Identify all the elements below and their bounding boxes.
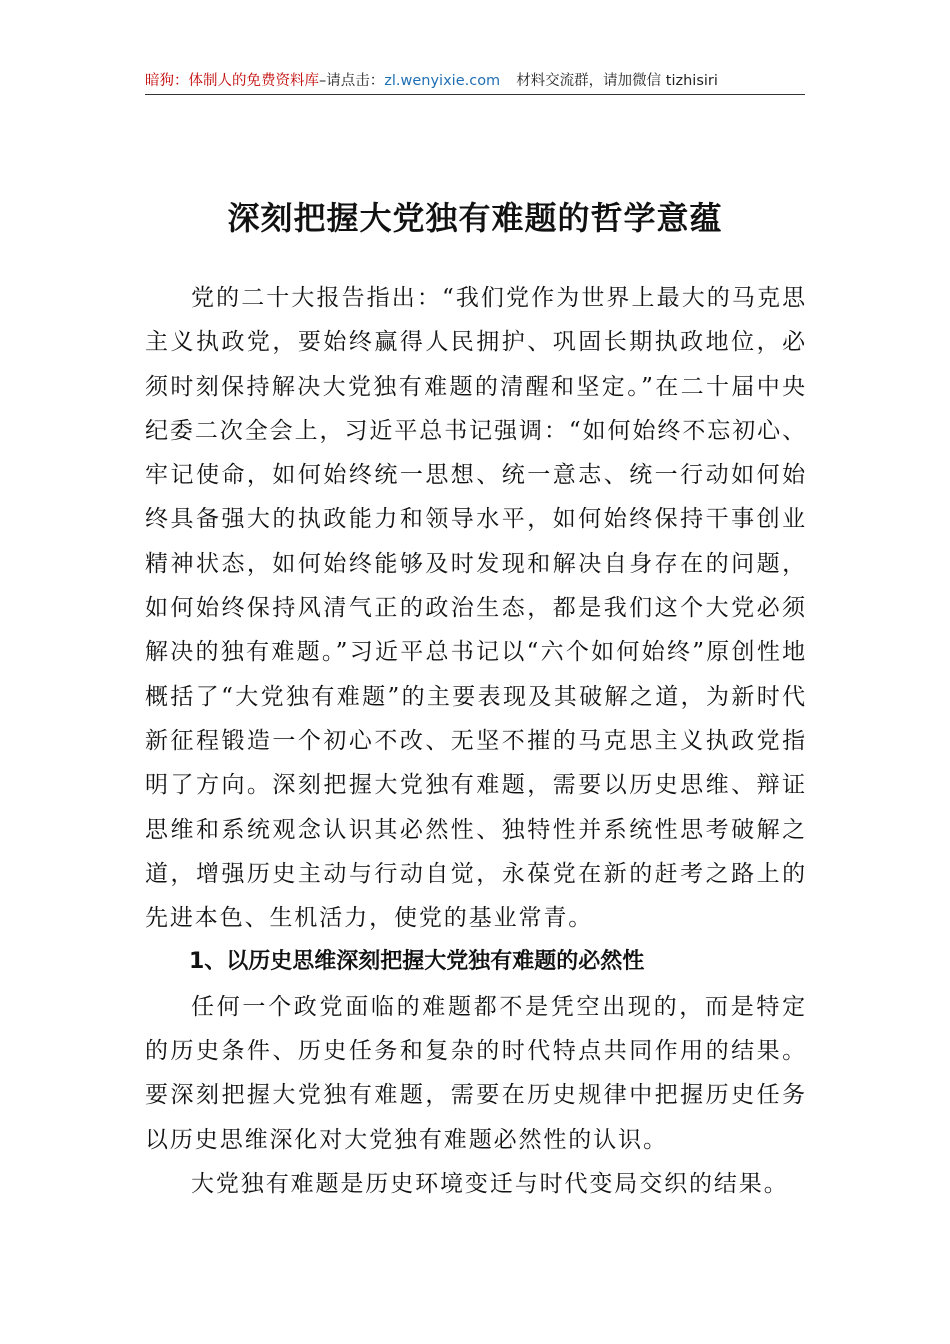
header-contact-note: 材料交流群，请加微信 tizhisiri <box>516 73 718 89</box>
document-title: 深刻把握大党独有难题的哲学意蕴 <box>227 199 723 238</box>
page-header <box>145 68 805 94</box>
document-body <box>145 276 807 1206</box>
section-paragraph-2: 大党独有难题是历史环境变迁与时代变局交织的结果。 <box>191 1170 789 1197</box>
header-url-link[interactable]: zl.wenyixie.com <box>384 73 501 89</box>
section-paragraph-1: 任何一个政党面临的难题都不是凭空出现的，而是特定的历史条件、历史任务和复杂的时代特点共同作用的结果。要深刻把握大党独有难题，需要在历史规律中把握历史任务以历史思维深化对大党独有难题必然性的认识。 <box>145 993 807 1153</box>
section-heading: 1、以历史思维深刻把握大党独有难题的必然性 <box>189 949 645 975</box>
intro-paragraph: 党的二十大报告指出：“我们党作为世界上最大的马克思主义执政党，要始终赢得人民拥护、巩固长期执政地位，必须时刻保持解决大党独有难题的清醒和坚定。”在二十届中央纪委二次全会上，习近平总书记强调：“如何始终不忘初心、牢记使命，如何始终统一思想、统一意志、统一行动如何始终具备强大的执政能力和领导水平，如何始终保持干事创业精神状态，如何始终能够及时发现和解决自身存在的问题，如何始终保持风清气正的政治生态，都是我们这个大党必须解决的独有难题。”习近平总书记以“六个如何始终”原创性地概括了“大党独有难题”的主要表现及其破解之道，为新时代新征程锻造一个初心不改、无坚不摧的马克思主义执政党指明了方向。深刻把握大党独有难题，需要以历史思维、辩证思维和系统观念认识其必然性、独特性并系统性思考破解之道，增强历史主动与行动自觉，永葆党在新的赶考之路上的先进本色、生机活力，使党的基业常青。 <box>145 285 807 932</box>
header-site-label: 暗狗：体制人的免费资料库 <box>145 73 319 89</box>
header-divider <box>145 94 805 95</box>
header-prompt: –请点击： <box>319 73 385 89</box>
